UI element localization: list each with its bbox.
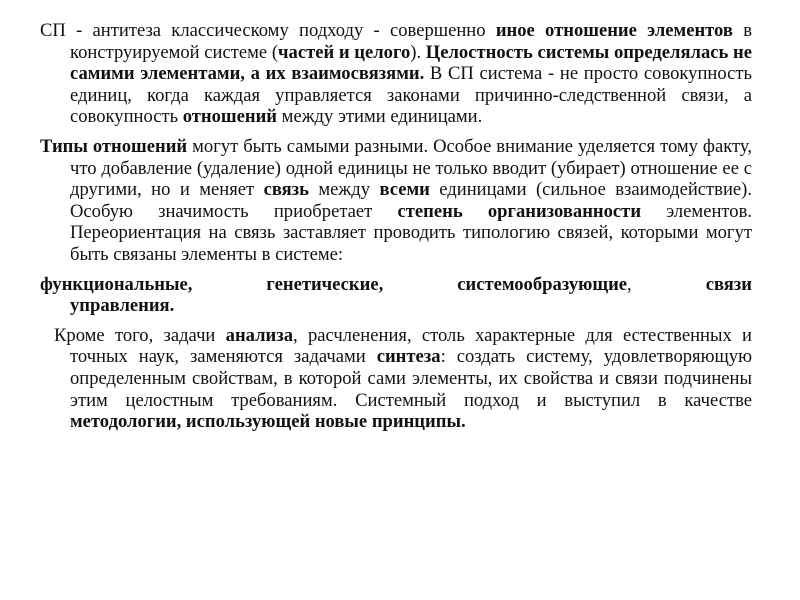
bold-run: Типы отношений [40,135,188,157]
bold-run: отношений [182,106,278,128]
text-run: В СП система - не просто совокупность единиц, когда каждая управляется законами причинно-следственной связи, а совокупность [70,63,752,128]
text-run: элементов. Переориентация на связь заставляет проводить типологию связей, которыми могут быть связаны элементы в системе: [70,200,753,265]
text-run: : создать систему, удовлетворяющую определенным свойствам, в которой сами элементы, их свойства и связи подчинены этим целостным требованиям. Системный подход и выступил в качестве [70,346,752,411]
text-run: между этими единицами. [277,106,483,128]
bold-run: синтеза [376,346,441,368]
paragraph-systems-approach-antithesis [40,20,752,128]
text-run: в конструируемой системе ( [70,20,752,63]
paragraph-link-types-line [40,274,752,296]
bold-run: частей и целого [278,41,411,63]
text-run: между [308,179,380,201]
bold-run: Целостность системы определялась не самими элементами, а их взаимосвязями. [70,41,752,85]
text-run: Кроме того, задачи [54,324,226,346]
bold-run: всеми [379,179,430,201]
bold-run: степень организованности [397,200,642,222]
bold-run: анализа [225,324,294,346]
text-run: единицами (сильное взаимодействие). Особую значимость приобретает [70,179,752,222]
paragraph-link-types-continuation [40,295,752,317]
text-run: ). [410,41,426,63]
bold-run: иное отношение элементов [495,20,733,41]
bold-run: управления. [70,295,175,317]
bold-run: методологии, использующей новые принципы. [70,411,466,433]
text-run: , расчленения, столь характерные для естественных и точных наук, заменяются задачами [70,324,752,368]
bold-run: функциональные, генетические, системообразующие [40,273,628,295]
paragraph-synthesis-methodology [40,325,752,433]
bold-run: связь [263,179,309,201]
text-run: могут быть самыми разными. Особое внимание уделяется тому факту, что добавление (удаление) одной единицы не только вводит (убирает) отношение ее с другими, но и меняет [70,135,752,201]
bold-run: связи [705,273,752,295]
text-run: , [627,273,706,295]
text-run: СП - антитеза классическому подходу - совершенно [40,20,496,41]
paragraph-relation-types [40,136,752,266]
